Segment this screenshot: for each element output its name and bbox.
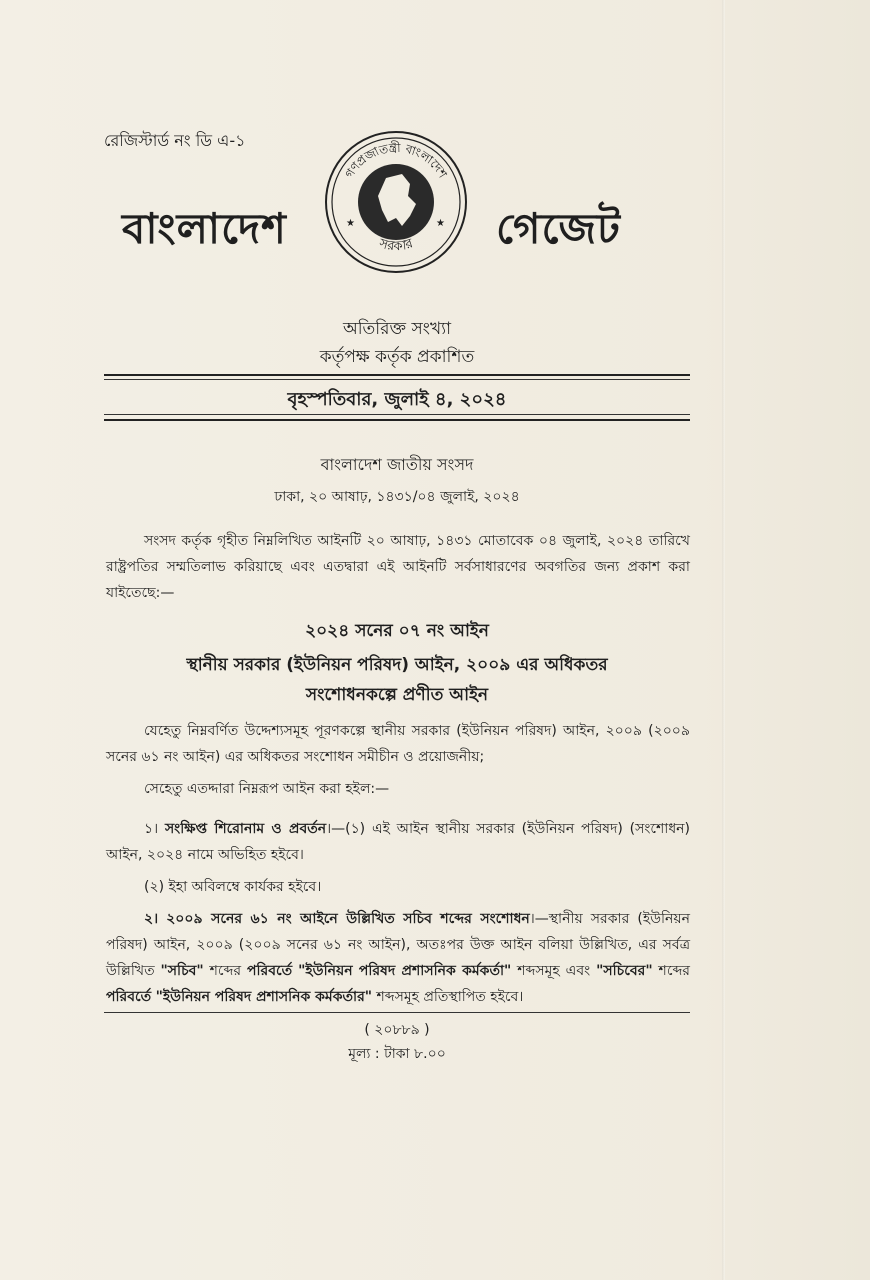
section-2-text-a: ।—স্থানীয় সরকার (ইউনিয়ন পরিষদ) আইন, ২০০৯ (২০০৯ সনের ৬১ নং আইন), অতঃপর উক্ত আইন বলিয়া উল্লিখিত, এর সর্বত্র উল্লিখিত [106, 911, 690, 979]
extra-issue-label: অতিরিক্ত সংখ্যা [342, 319, 452, 339]
section-2-text-e: শব্দসমূহ প্রতিস্থাপিত হইবে। [372, 989, 524, 1005]
rule-bottom-1 [104, 414, 690, 415]
section-2-text-d: শব্দের [652, 963, 690, 979]
section-2-quote-2: "ইউনিয়ন পরিষদ প্রশাসনিক কর্মকর্তা" [298, 963, 512, 979]
gazette-date: বৃহস্পতিবার, জুলাই ৪, ২০২৪ [287, 389, 507, 410]
section-2-text-b: শব্দের [203, 963, 248, 979]
footer-rule [104, 1012, 690, 1013]
government-seal-icon [324, 130, 468, 274]
registration-number: রেজিস্টার্ড নং ডি এ-১ [104, 131, 246, 150]
section-1-heading: সংক্ষিপ্ত শিরোনাম ও প্রবর্তন [164, 821, 327, 837]
rule-top-2 [104, 379, 690, 380]
svg-text:★: ★ [436, 218, 445, 229]
section-1 [106, 816, 690, 868]
price-label: মূল্য : টাকা ৮.০০ [348, 1046, 446, 1062]
seal-bottom-text: সরকার [377, 236, 415, 255]
parliament-date: ঢাকা, ২০ আষাঢ়, ১৪৩১/০৪ জুলাই, ২০২৪ [274, 489, 520, 505]
section-2-quote-1: "সচিব" [160, 963, 204, 979]
section-1-subsection-2: (২) ইহা অবিলম্বে কার্যকর হইবে। [144, 879, 322, 895]
act-title-line-2: সংশোধনকল্পে প্রণীত আইন [305, 685, 489, 705]
parliament-name: বাংলাদেশ জাতীয় সংসদ [320, 455, 474, 474]
page-code: ( ২০৮৮৯ ) [364, 1022, 430, 1038]
section-2-heading: ২০০৯ সনের ৬১ নং আইনে উল্লিখিত সচিব শব্দের সংশোধন [166, 911, 530, 927]
section-2-quote-3: "সচিবের" [596, 963, 653, 979]
whereas-paragraph: যেহেতু নিম্নবর্ণিত উদ্দেশ্যসমূহ পূরণকল্পে স্থানীয় সরকার (ইউনিয়ন পরিষদ) আইন, ২০০৯ (২০০৯ সনের ৬১ নং আইন) এর অধিকতর সংশোধন সমীচীন ও প্রয়োজনীয়; [106, 723, 690, 765]
section-2-bold-2: পরিবর্তে [106, 989, 152, 1005]
section-1-number: ১। [144, 821, 159, 837]
act-title-line-1: স্থানীয় সরকার (ইউনিয়ন পরিষদ) আইন, ২০০৯ এর অধিকতর [186, 655, 608, 675]
rule-bottom-2 [104, 419, 690, 421]
intro-paragraph: সংসদ কর্তৃক গৃহীত নিম্নলিখিত আইনটি ২০ আষাঢ়, ১৪৩১ মোতাবেক ০৪ জুলাই, ২০২৪ তারিখে রাষ্ট্রপতির সম্মতিলাভ করিয়াছে এবং এতদ্বারা এই আইনটি সর্বসাধারণের অবগতির জন্য প্রকাশ করা যাইতেছে:— [106, 533, 690, 601]
svg-text:★: ★ [346, 218, 355, 229]
section-2-number: ২। [144, 911, 159, 927]
section-1-text: ।—(১) এই আইন স্থানীয় সরকার (ইউনিয়ন পরিষদ) (সংশোধন) আইন, ২০২৪ নামে অভিহিত হইবে। [106, 821, 690, 863]
seal-top-text: গণপ্রজাতন্ত্রী বাংলাদেশ [342, 140, 450, 181]
page-fold [722, 0, 725, 1280]
rule-top-1 [104, 374, 690, 376]
published-by-label: কর্তৃপক্ষ কর্তৃক প্রকাশিত [319, 347, 475, 367]
enactment-clause: সেহেতু এতদ্দারা নিম্নরূপ আইন করা হইল:— [144, 781, 390, 797]
section-2-text-c: শব্দসমূহ এবং [511, 963, 597, 979]
section-2-bold-1: পরিবর্তে [247, 963, 293, 979]
section-2-quote-4: "ইউনিয়ন পরিষদ প্রশাসনিক কর্মকর্তার" [155, 989, 373, 1005]
act-number: ২০২৪ সনের ০৭ নং আইন [305, 621, 489, 641]
section-2 [106, 906, 690, 1010]
gazette-title-left: বাংলাদেশ [122, 204, 287, 253]
gazette-title-right: গেজেট [496, 204, 621, 253]
